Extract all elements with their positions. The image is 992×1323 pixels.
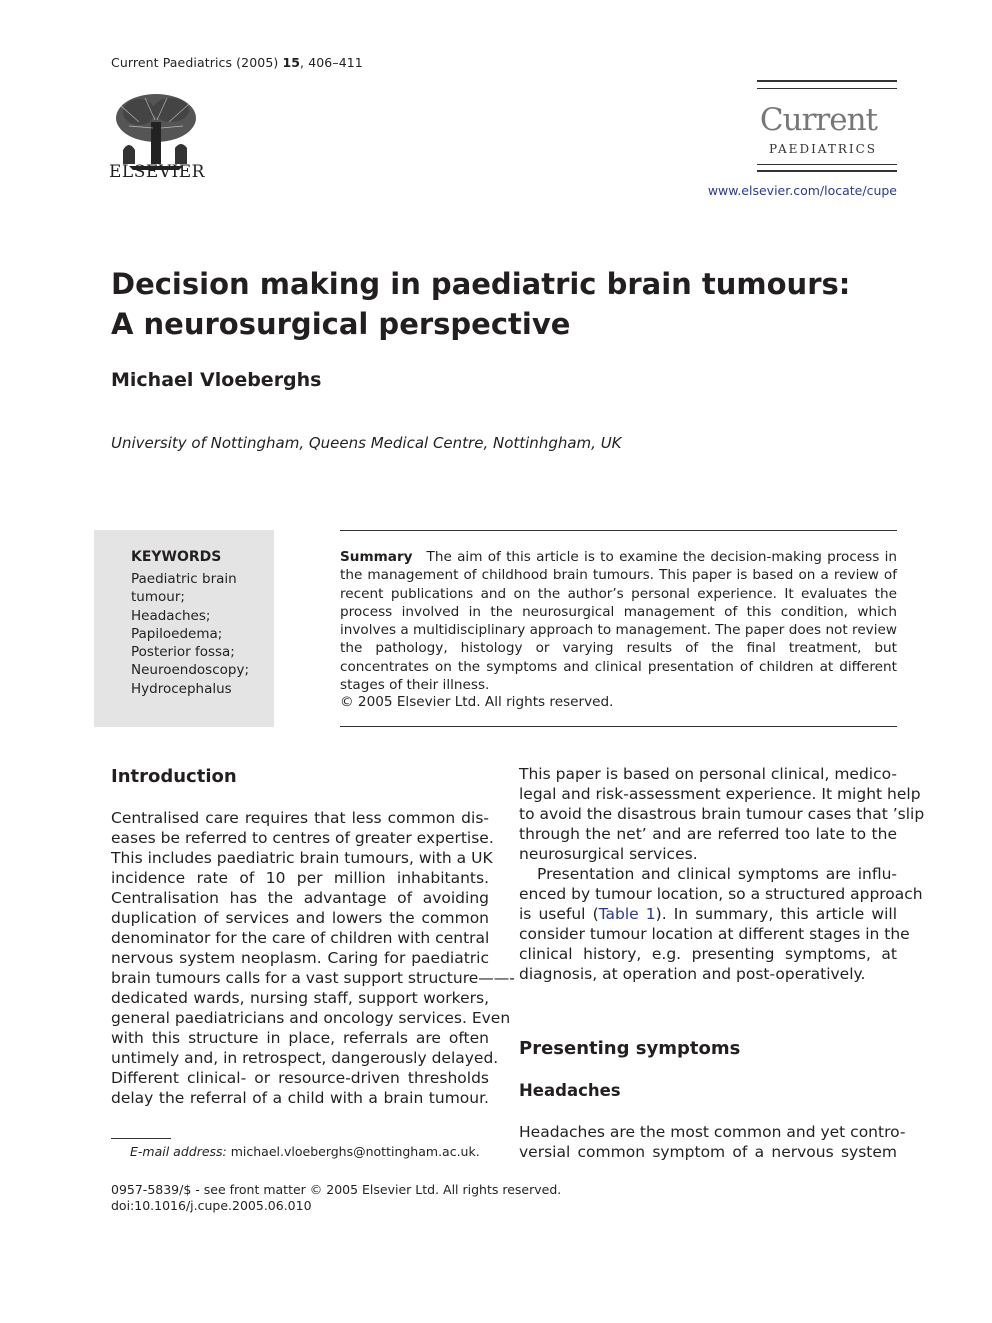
section-heading-introduction: Introduction [111, 766, 237, 787]
text-line: Presentation and clinical symptoms are influ- [537, 865, 897, 883]
text-line: eases be referred to centres of greater expertise. [111, 829, 494, 847]
email-label: E-mail address: [130, 1144, 227, 1159]
text-line: delay the referral of a child with a brain tumour. [111, 1089, 489, 1107]
summary-copyright: © 2005 Elsevier Ltd. All rights reserved. [340, 694, 614, 710]
front-matter-line: 0957-5839/$ - see front matter © 2005 Elsevier Ltd. All rights reserved. [111, 1182, 562, 1197]
brand-rule-bottom-thin [757, 164, 897, 165]
journal-url-link[interactable]: www.elsevier.com/locate/cupe [707, 183, 897, 198]
keyword-item: Neuroendoscopy; [131, 662, 249, 679]
keyword-item: Paediatric brain [131, 571, 237, 587]
brand-rule-top [757, 80, 897, 82]
headaches-paragraph [519, 1122, 906, 1162]
publisher-name: ELSEVIER [109, 162, 205, 182]
text-line: nervous system neoplasm. Caring for paediatric [111, 949, 489, 967]
summary-text: The aim of this article is to examine the decision-making process in the management of childhood brain tumours. This paper is based on a review of recent publications and on the author’s personal experience. It evaluates the process involved in the neurosurgical management of this condition, which involves a multidisciplinary approach to management. The paper does not review the pathology, histology or varying results of the final treatment, but concentrates on the symptoms and clinical presentation of children at different stages of their illness. [340, 549, 897, 694]
citation-journal: Current Paediatrics (2005) [111, 55, 283, 70]
subsection-heading-headaches: Headaches [519, 1081, 621, 1100]
text-line: denominator for the care of children with central [111, 929, 490, 947]
text-fragment: ). In summary, this article will [655, 905, 897, 923]
text-line: versial common symptom of a nervous system [519, 1143, 897, 1161]
keyword-item: tumour; [131, 589, 185, 606]
journal-citation [111, 55, 363, 70]
table-1-link[interactable]: Table 1 [598, 905, 656, 923]
text-line-with-link [519, 904, 897, 924]
text-line: This paper is based on personal clinical, medico- [519, 765, 897, 783]
article-title [111, 264, 911, 344]
text-line: clinical history, e.g. presenting symptoms, at [519, 945, 897, 963]
text-line: incidence rate of 10 per million inhabitants. [111, 869, 489, 887]
text-fragment: is useful ( [519, 905, 599, 923]
introduction-paragraph [111, 808, 515, 1108]
author-affiliation: University of Nottingham, Queens Medical Centre, Nottinhgham, UK [111, 434, 622, 452]
text-line: duplication of services and lowers the common [111, 909, 489, 927]
text-line: Centralisation has the advantage of avoiding [111, 889, 489, 907]
keywords-heading: KEYWORDS [131, 549, 222, 565]
text-line: dedicated wards, nursing staff, support workers, [111, 989, 489, 1007]
keyword-item: Posterior fossa; [131, 644, 235, 661]
journal-brand-current: Current [759, 102, 877, 138]
citation-volume: 15 [282, 55, 301, 70]
keyword-item: Headaches; [131, 607, 211, 624]
summary-label: Summary [340, 549, 413, 565]
text-line: through the net’ and are referred too late to the [519, 825, 897, 843]
keyword-item: Papiloedema; [131, 625, 223, 642]
title-line-1: Decision making in paediatric brain tumours: [111, 267, 851, 301]
text-line: general paediatricians and oncology services. Even [111, 1009, 511, 1027]
brand-rule-top-thin [757, 88, 897, 89]
section-heading-presenting-symptoms: Presenting symptoms [519, 1038, 741, 1059]
journal-brand-paediatrics: PAEDIATRICS [769, 142, 877, 156]
text-line: Centralised care requires that less common dis- [111, 809, 489, 827]
text-line: Different clinical- or resource-driven thresholds [111, 1069, 489, 1087]
text-line: Headaches are the most common and yet contro- [519, 1123, 906, 1141]
keywords-list [131, 570, 261, 698]
text-line: diagnosis, at operation and post-operatively. [519, 965, 866, 983]
footnote-rule [111, 1138, 171, 1139]
summary-rule-top [340, 530, 897, 531]
author-email[interactable]: michael.vloeberghs@nottingham.ac.uk. [226, 1144, 480, 1159]
keyword-item: Hydrocephalus [131, 680, 232, 697]
right-paragraph-1 [519, 764, 925, 864]
text-line: This includes paediatric brain tumours, with a UK [111, 849, 493, 867]
right-paragraph-2 [519, 864, 923, 984]
summary-abstract [340, 548, 897, 694]
author-email-footnote [130, 1144, 480, 1159]
citation-pages: , 406–411 [300, 55, 363, 70]
text-line: to avoid the disastrous brain tumour cases that ’slip [519, 805, 925, 823]
author-name: Michael Vloeberghs [111, 369, 322, 391]
doi-line[interactable]: doi:10.1016/j.cupe.2005.06.010 [111, 1198, 312, 1213]
text-line: enced by tumour location, so a structured approach [519, 885, 923, 903]
brand-rule-bottom [757, 170, 897, 172]
text-line: consider tumour location at different stages in the [519, 925, 910, 943]
text-line: untimely and, in retrospect, dangerously delayed. [111, 1049, 499, 1067]
title-line-2: A neurosurgical perspective [111, 307, 571, 341]
text-line: brain tumours calls for a vast support structure——- [111, 969, 515, 987]
text-line: legal and risk-assessment experience. It might help [519, 785, 921, 803]
text-line: with this structure in place, referrals are often [111, 1029, 489, 1047]
text-line: neurosurgical services. [519, 845, 698, 863]
summary-rule-bottom [340, 726, 897, 727]
